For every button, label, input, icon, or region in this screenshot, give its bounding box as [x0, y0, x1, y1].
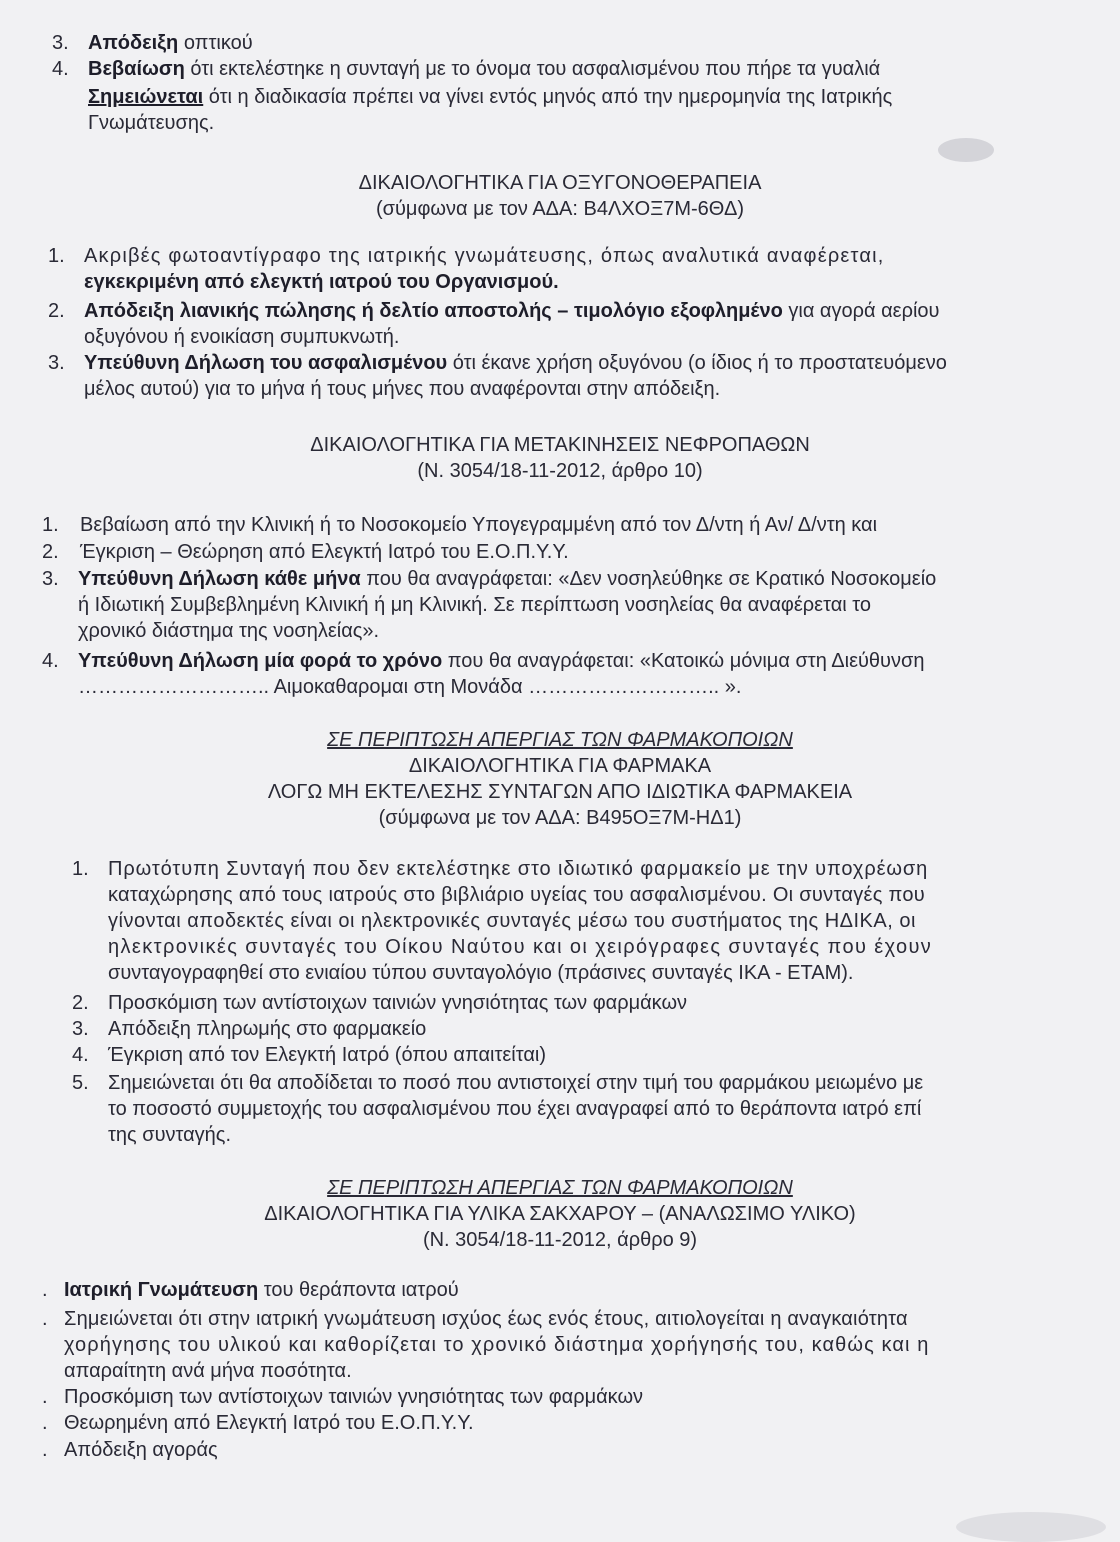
section-title-oxygen: ΔΙΚΑΙΟΛΟΓΗΤΙΚΑ ΓΙΑ ΟΞΥΓΟΝΟΘΕΡΑΠΕΙΑ: [358, 172, 762, 194]
pharma-item: Πρωτότυπη Συνταγή που δεν εκτελέστηκε στο ιδιωτικό φαρμακείο με την υποχρέωση καταχώρησης από τους ιατρούς στο βιβλιάριο υγείας του ασφαλισμένου. Οι συνταγές που γίνονται αποδεκτές είναι οι ηλεκτρονικές συνταγές μέσω του συστήματος της ΗΔΙΚΑ, οι ηλεκτρονικές συνταγές του Οίκου Ναύτου και οι χειρόγραφες συνταγές που έχουν συνταγογραφηθεί στο ενιαίου τύπου συνταγολόγιο (πράσινες συνταγές ΙΚΑ - ΕΤΑΜ).: [108, 858, 933, 984]
sugar-item: Απόδειξη αγοράς: [64, 1439, 218, 1461]
section-subtitle-oxygen: (σύμφωνα με τον ΑΔΑ: Β4ΛΧΟΞ7Μ-6ΘΔ): [375, 198, 744, 220]
kidney-item: Υπεύθυνη Δήλωση μία φορά το χρόνο που θα αναγράφεται: «Κατοικώ μόνιμα στη Διεύθυνση ……………………….. Αιμοκαθαρομαι στη Μονάδα ……………………….. ».: [78, 650, 925, 698]
kidney-num: 3.: [42, 568, 59, 590]
sugar-bullet: .: [42, 1308, 48, 1330]
section-title-pharma: ΔΙΚΑΙΟΛΟΓΗΤΙΚΑ ΓΙΑ ΦΑΡΜΑΚΑ: [408, 755, 712, 777]
sugar-bullet: .: [42, 1386, 48, 1408]
sugar-bullet: .: [42, 1279, 48, 1301]
section-title-sugar: ΔΙΚΑΙΟΛΟΓΗΤΙΚΑ ΓΙΑ ΥΛΙΚΑ ΣΑΚΧΑΡΟΥ – (ΑΝΑΛΩΣΙΜΟ ΥΛΙΚΟ): [264, 1203, 856, 1225]
section-subtitle-kidney: (Ν. 3054/18-11-2012, άρθρο 10): [417, 460, 703, 482]
pharma-item: Σημειώνεται ότι θα αποδίδεται το ποσό που αντιστοιχεί στην τιμή του φαρμάκου μειωμένο με το ποσοστό συμμετοχής του ασφαλισμένου που έχει αναγραφεί από το θεράποντα ιατρό επί της συνταγής.: [108, 1072, 924, 1146]
pharma-item: Προσκόμιση των αντίστοιχων ταινιών γνησιότητας των φαρμάκων: [108, 992, 688, 1014]
scan-smudge: [938, 138, 994, 162]
pharma-num: 3.: [72, 1018, 89, 1040]
pharma-num: 1.: [72, 858, 89, 880]
kidney-item: Υπεύθυνη Δήλωση κάθε μήνα που θα αναγράφεται: «Δεν νοσηλεύθηκε σε Κρατικό Νοσοκομείο ή Ιδιωτική Συμβεβλημένη Κλινική ή μη Κλινική. Σε περίπτωση νοσηλείας θα αναφέρεται το χρονικό διάστημα της νοσηλείας».: [78, 568, 937, 642]
intro-item: Απόδειξη οπτικού: [88, 32, 253, 54]
oxygen-item: Απόδειξη λιανικής πώλησης ή δελτίο αποστολής – τιμολόγιο εξοφλημένο για αγορά αερίου οξυγόνου ή ενοικίαση συμπυκνωτή.: [84, 300, 940, 348]
oxygen-item: Ακριβές φωτοαντίγραφο της ιατρικής γνωμάτευσης, όπως αναλυτικά αναφέρεται, εγκεκριμένη από ελεγκτή ιατρού του Οργανισμού.: [84, 245, 885, 293]
kidney-num: 4.: [42, 650, 59, 672]
sugar-item: Θεωρημένη από Ελεγκτή Ιατρό του Ε.Ο.Π.Υ.Υ.: [64, 1412, 474, 1434]
section-title-kidney: ΔΙΚΑΙΟΛΟΓΗΤΙΚΑ ΓΙΑ ΜΕΤΑΚΙΝΗΣΕΙΣ ΝΕΦΡΟΠΑΘΩΝ: [310, 434, 810, 456]
pharma-num: 2.: [72, 992, 89, 1014]
sugar-item: Σημειώνεται ότι στην ιατρική γνωμάτευση ισχύος έως ενός έτους, αιτιολογείται η αναγκαιότητα χορήγησης του υλικού και καθορίζεται το χρονικό διάστημα χορήγησής του, καθώς και η απαραίτητη ανά μήνα ποσότητα.: [64, 1308, 930, 1382]
kidney-item: Βεβαίωση από την Κλινική ή το Νοσοκομείο Υπογεγραμμένη από τον Δ/ντη ή Αν/ Δ/ντη και: [80, 514, 878, 536]
pharma-num: 4.: [72, 1044, 89, 1066]
pharma-item: Απόδειξη πληρωμής στο φαρμακείο: [108, 1018, 427, 1040]
oxygen-num: 1.: [48, 245, 65, 267]
sugar-bullet: .: [42, 1439, 48, 1461]
section-subtitle-sugar: (Ν. 3054/18-11-2012, άρθρο 9): [422, 1229, 698, 1251]
oxygen-num: 3.: [48, 352, 65, 374]
oxygen-item: Υπεύθυνη Δήλωση του ασφαλισμένου ότι έκανε χρήση οξυγόνου (ο ίδιος ή το προστατευόμενο μέλος αυτού) για το μήνα ή τους μήνες που αναφέρονται στην απόδειξη.: [84, 352, 947, 400]
section-title-pharma-2: ΛΟΓΩ ΜΗ ΕΚΤΕΛΕΣΗΣ ΣΥΝΤΑΓΩΝ ΑΠΟ ΙΔΙΩΤΙΚΑ ΦΑΡΜΑΚΕΙΑ: [267, 781, 853, 803]
sugar-bullet: .: [42, 1412, 48, 1434]
kidney-num: 1.: [42, 514, 59, 536]
oxygen-num: 2.: [48, 300, 65, 322]
kidney-item: Έγκριση – Θεώρηση από Ελεγκτή Ιατρό του Ε.Ο.Π.Υ.Υ.: [80, 541, 569, 563]
section-subtitle-pharma: (σύμφωνα με τον ΑΔΑ: Β495ΟΞ7Μ-ΗΔ1): [378, 807, 742, 829]
pharma-num: 5.: [72, 1072, 89, 1094]
sugar-item: Ιατρική Γνωμάτευση του θεράποντα ιατρού: [64, 1279, 459, 1301]
sugar-item: Προσκόμιση των αντίστοιχων ταινιών γνησιότητας των φαρμάκων: [64, 1386, 644, 1408]
note-cont: Γνωμάτευσης.: [88, 112, 215, 134]
scan-smudge: [956, 1512, 1106, 1542]
pharma-item: Έγκριση από τον Ελεγκτή Ιατρό (όπου απαιτείται): [108, 1044, 547, 1066]
kidney-num: 2.: [42, 541, 59, 563]
strike-heading: ΣΕ ΠΕΡΙΠΤΩΣΗ ΑΠΕΡΓΙΑΣ ΤΩΝ ΦΑΡΜΑΚΟΠΟΙΩΝ: [327, 729, 793, 751]
intro-num: 3.: [52, 32, 69, 54]
intro-item: Βεβαίωση ότι εκτελέστηκε η συνταγή με το όνομα του ασφαλισμένου που πήρε τα γυαλιά: [88, 58, 881, 80]
intro-num: 4.: [52, 58, 69, 80]
note: Σημειώνεται ότι η διαδικασία πρέπει να γίνει εντός μηνός από την ημερομηνία της Ιατρικής: [88, 86, 893, 108]
strike-heading: ΣΕ ΠΕΡΙΠΤΩΣΗ ΑΠΕΡΓΙΑΣ ΤΩΝ ΦΑΡΜΑΚΟΠΟΙΩΝ: [327, 1177, 793, 1199]
